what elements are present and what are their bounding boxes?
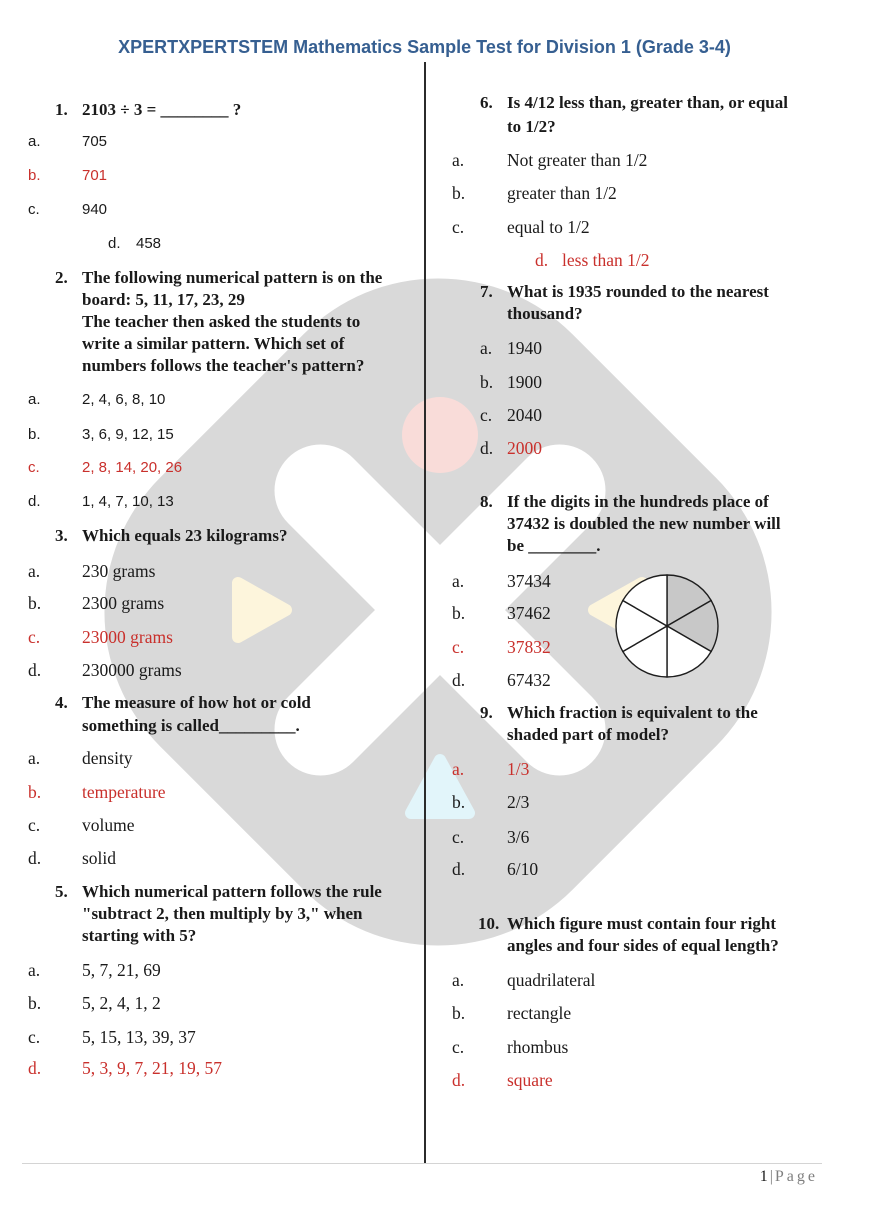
- option-letter: c.: [28, 1027, 41, 1047]
- question-number: 1.: [55, 100, 68, 119]
- option-letter: c.: [28, 815, 41, 835]
- option-letter: a.: [28, 133, 41, 150]
- option-text: 3, 6, 9, 12, 15: [82, 426, 174, 443]
- option-letter: b.: [480, 372, 494, 392]
- option-letter: b.: [28, 167, 41, 184]
- option-letter: a.: [452, 150, 465, 170]
- page-number: 1: [759, 1168, 768, 1185]
- question-number: 8.: [480, 492, 493, 511]
- question-number: 7.: [480, 282, 493, 301]
- option-text: quadrilateral: [507, 970, 596, 990]
- question-text: something is called_________.: [82, 716, 300, 735]
- option-letter: c.: [452, 637, 465, 657]
- option-letter: d.: [452, 859, 466, 879]
- question-text: thousand?: [507, 304, 583, 323]
- option-text: 37434: [507, 571, 551, 591]
- option-text: equal to 1/2: [507, 217, 590, 237]
- option-text: 230000 grams: [82, 660, 182, 680]
- option-text: 5, 15, 13, 39, 37: [82, 1027, 196, 1047]
- option-text: 6/10: [507, 859, 539, 879]
- question-text: The following numerical pattern is on the: [82, 268, 383, 287]
- option-text: 67432: [507, 670, 551, 690]
- question-number: 2.: [55, 268, 68, 287]
- option-text: 23000 grams: [82, 627, 173, 647]
- option-text: 701: [82, 167, 108, 184]
- option-letter: b.: [452, 183, 466, 203]
- question-text: Which equals 23 kilograms?: [82, 526, 288, 545]
- page-label: Page: [774, 1168, 818, 1185]
- option-text: 2, 4, 6, 8, 10: [82, 391, 166, 408]
- option-letter: b.: [28, 426, 41, 443]
- option-letter: d.: [452, 670, 466, 690]
- option-letter: b.: [28, 593, 42, 613]
- option-letter: c.: [480, 405, 493, 425]
- option-text: 5, 3, 9, 7, 21, 19, 57: [82, 1058, 222, 1078]
- question-text: starting with 5?: [82, 926, 197, 945]
- question-text: shaded part of model?: [507, 725, 669, 744]
- option-text: 458: [136, 235, 162, 252]
- question-text: write a similar pattern. Which set of: [82, 334, 345, 353]
- question-text: "subtract 2, then multiply by 3," when: [82, 904, 363, 923]
- question-text: 37432 is doubled the new number will: [507, 514, 781, 533]
- question-text: If the digits in the hundreds place of: [507, 492, 769, 511]
- option-text: 5, 2, 4, 1, 2: [82, 993, 161, 1013]
- option-text: Not greater than 1/2: [507, 150, 648, 170]
- page-title: XPERTXPERTSTEM Mathematics Sample Test for Division 1 (Grade 3-4): [118, 37, 731, 57]
- option-letter: a.: [28, 960, 41, 980]
- option-letter: c.: [28, 459, 40, 476]
- option-letter: a.: [452, 571, 465, 591]
- option-text: 2000: [507, 438, 542, 458]
- question-text: 2103 ÷ 3 = ________ ?: [82, 100, 242, 119]
- option-letter: c.: [452, 827, 465, 847]
- footer-rule: [22, 1163, 822, 1164]
- option-letter: c.: [452, 217, 465, 237]
- option-letter: a.: [452, 970, 465, 990]
- option-letter: c.: [28, 201, 40, 218]
- question-text: The measure of how hot or cold: [82, 693, 311, 712]
- question-number: 3.: [55, 526, 68, 545]
- fraction-circle-model: [613, 572, 721, 680]
- option-letter: d.: [28, 660, 42, 680]
- question-text: numbers follows the teacher's pattern?: [82, 356, 365, 375]
- option-text: 37462: [507, 603, 551, 623]
- question-text: angles and four sides of equal length?: [507, 936, 779, 955]
- option-text: less than 1/2: [562, 250, 650, 270]
- option-letter: b.: [452, 603, 466, 623]
- option-letter: d.: [452, 1070, 466, 1090]
- option-text: 37832: [507, 637, 551, 657]
- column-divider: [424, 62, 426, 1163]
- question-number: 5.: [55, 882, 68, 901]
- option-letter: b.: [452, 792, 466, 812]
- option-letter: d.: [28, 493, 41, 510]
- option-text: 230 grams: [82, 561, 156, 581]
- option-letter: b.: [28, 993, 42, 1013]
- option-letter: d.: [108, 235, 121, 252]
- option-text: rhombus: [507, 1037, 569, 1057]
- question-text: Which numerical pattern follows the rule: [82, 882, 382, 901]
- question-text: board: 5, 11, 17, 23, 29: [82, 290, 245, 309]
- option-text: density: [82, 748, 133, 768]
- option-text: 2/3: [507, 792, 530, 812]
- question-text: Which fraction is equivalent to the: [507, 703, 758, 722]
- option-letter: b.: [452, 1003, 466, 1023]
- question-text: What is 1935 rounded to the nearest: [507, 282, 769, 301]
- page-footer: [760, 1166, 818, 1188]
- option-text: solid: [82, 848, 117, 868]
- question-text: Is 4/12 less than, greater than, or equal: [507, 93, 788, 112]
- option-letter: d.: [480, 438, 494, 458]
- option-letter: a.: [480, 338, 493, 358]
- option-text: 705: [82, 133, 108, 150]
- option-letter: a.: [452, 759, 465, 779]
- option-letter: c.: [452, 1037, 465, 1057]
- question-number: 4.: [55, 693, 68, 712]
- option-text: 1/3: [507, 759, 530, 779]
- option-text: 1900: [507, 372, 542, 392]
- option-letter: a.: [28, 561, 41, 581]
- option-text: 1, 4, 7, 10, 13: [82, 493, 174, 510]
- option-text: greater than 1/2: [507, 183, 617, 203]
- option-text: 2300 grams: [82, 593, 165, 613]
- option-text: 940: [82, 201, 108, 218]
- question-number: 9.: [480, 703, 493, 722]
- option-letter: a.: [28, 748, 41, 768]
- option-text: 1940: [507, 338, 542, 358]
- question-number: 10.: [478, 914, 500, 933]
- option-text: 3/6: [507, 827, 530, 847]
- question-text: Which figure must contain four right: [507, 914, 777, 933]
- question-text: be ________.: [507, 536, 601, 555]
- option-text: temperature: [82, 782, 166, 802]
- option-letter: d.: [28, 1058, 42, 1078]
- question-text: to 1/2?: [507, 117, 556, 136]
- option-letter: d.: [535, 250, 549, 270]
- option-text: rectangle: [507, 1003, 572, 1023]
- option-letter: c.: [28, 627, 41, 647]
- option-text: 2, 8, 14, 20, 26: [82, 459, 183, 476]
- question-text: The teacher then asked the students to: [82, 312, 361, 331]
- option-letter: b.: [28, 782, 42, 802]
- option-text: 2040: [507, 405, 542, 425]
- page-separator: |: [769, 1168, 773, 1185]
- option-letter: d.: [28, 848, 42, 868]
- question-number: 6.: [480, 93, 493, 112]
- option-text: square: [507, 1070, 553, 1090]
- option-letter: a.: [28, 391, 41, 408]
- option-text: 5, 7, 21, 69: [82, 960, 161, 980]
- option-text: volume: [82, 815, 135, 835]
